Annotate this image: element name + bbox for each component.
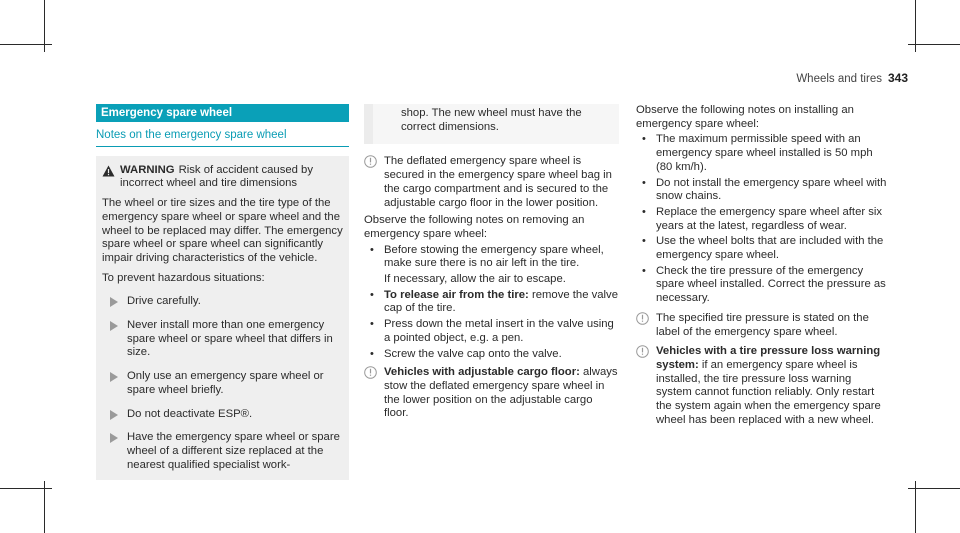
info-note bbox=[636, 345, 889, 427]
warning-heading bbox=[102, 164, 343, 191]
bullet-icon: • bbox=[642, 235, 646, 248]
header-title: Wheels and tires bbox=[796, 73, 882, 85]
crop-mark bbox=[915, 481, 916, 533]
info-note bbox=[636, 312, 889, 339]
observe-text: Observe the following notes on installing an emergency spare wheel: bbox=[636, 104, 854, 130]
info-icon bbox=[364, 155, 377, 173]
info-note bbox=[364, 155, 619, 210]
bullet-icon: • bbox=[370, 243, 374, 256]
step-text: Drive carefully. bbox=[127, 295, 201, 308]
bullet-icon: • bbox=[642, 176, 646, 189]
list-item bbox=[636, 177, 889, 204]
item-text: Check the tire pressure of the emergency spare wheel installed. Correct the pressure as necessary. bbox=[656, 264, 886, 305]
warning-step bbox=[102, 319, 343, 360]
warning-triangle-icon bbox=[102, 165, 115, 182]
bullet-icon: • bbox=[370, 347, 374, 360]
column-left bbox=[96, 104, 349, 480]
list-item bbox=[636, 235, 889, 262]
step-arrow-icon bbox=[110, 297, 118, 312]
bullet-icon: • bbox=[642, 264, 646, 277]
note-text: The specified tire pressure is stated on the label of the emergency spare wheel. bbox=[656, 311, 869, 338]
warning-prevent: To prevent hazardous situations: bbox=[102, 271, 265, 284]
bullet-icon: • bbox=[642, 133, 646, 146]
list-item bbox=[364, 289, 619, 316]
bullet-icon: • bbox=[370, 288, 374, 301]
list-item bbox=[364, 244, 619, 271]
column-middle bbox=[364, 104, 619, 421]
bullet-icon: • bbox=[370, 318, 374, 331]
step-text: Never install more than one emergency spare wheel or spare wheel that differs in size. bbox=[127, 319, 333, 359]
list-item bbox=[636, 265, 889, 306]
step-arrow-icon bbox=[110, 372, 118, 387]
step-text: Only use an emergency spare wheel or spare wheel briefly. bbox=[127, 370, 324, 396]
note-bold: Vehicles with a tire pressure loss warning system: bbox=[656, 345, 881, 371]
section-title: Emergency spare wheel bbox=[96, 104, 349, 122]
item-text: Before stowing the emergency spare wheel, make sure there is no air left in the tire. bbox=[384, 243, 604, 270]
note-text: The deflated emergency spare wheel is secured in the emergency spare wheel bag in the cargo compartment and is secured to the adjustable cargo floor in the lower position. bbox=[384, 155, 612, 209]
item-sub-text: If necessary, allow the air to escape. bbox=[384, 273, 566, 286]
crop-mark bbox=[915, 0, 916, 52]
step-arrow-icon bbox=[110, 410, 118, 425]
list-item bbox=[364, 348, 619, 362]
info-icon bbox=[636, 312, 649, 330]
list-item-sub bbox=[364, 273, 619, 287]
note-bold: Vehicles with adjustable cargo floor: bbox=[384, 366, 580, 379]
info-icon bbox=[364, 366, 377, 384]
item-text: Replace the emergency spare wheel after six years at the latest, regardless of wear. bbox=[656, 205, 883, 232]
info-icon bbox=[636, 345, 649, 363]
note-text: if an emergency spare wheel is installed, the tire pressure loss warning system cannot function reliably. Only restart the system again when the emergency spare wheel has been replaced with a new wheel. bbox=[656, 358, 881, 426]
warning-step bbox=[102, 408, 343, 422]
list-item bbox=[636, 206, 889, 233]
warning-title: WARNING bbox=[120, 163, 175, 176]
removal-list bbox=[364, 244, 619, 362]
warning-continuation: shop. The new wheel must have the correct dimensions. bbox=[364, 104, 619, 144]
list-item bbox=[364, 318, 619, 345]
item-text: The maximum permissible speed with an emergency spare wheel installed is 50 mph (80 km/h). bbox=[656, 133, 873, 173]
running-header bbox=[796, 72, 908, 87]
item-text: Screw the valve cap onto the valve. bbox=[384, 347, 562, 360]
step-text: Have the emergency spare wheel or spare wheel of a different size replaced at the nearest qualified specialist work- bbox=[127, 431, 340, 471]
sub-heading: Notes on the emergency spare wheel bbox=[96, 129, 349, 147]
crop-mark bbox=[44, 0, 45, 52]
item-text: Do not install the emergency spare wheel with snow chains. bbox=[656, 176, 887, 203]
observe-text: Observe the following notes on removing an emergency spare wheel: bbox=[364, 214, 585, 240]
warning-step bbox=[102, 431, 343, 472]
column-right bbox=[636, 104, 889, 427]
bullet-icon: • bbox=[642, 205, 646, 218]
list-item bbox=[636, 133, 889, 174]
step-arrow-icon bbox=[110, 321, 118, 336]
item-text: remove the valve cap of the tire. bbox=[384, 288, 618, 315]
item-bold: To release air from the tire: bbox=[384, 288, 529, 301]
page-number: 343 bbox=[887, 71, 908, 85]
installation-list bbox=[636, 133, 889, 305]
warning-box bbox=[96, 156, 349, 481]
crop-mark bbox=[44, 481, 45, 533]
step-text: Do not deactivate ESP®. bbox=[127, 407, 253, 420]
item-text: Use the wheel bolts that are included with the emergency spare wheel. bbox=[656, 235, 884, 262]
info-note bbox=[364, 366, 619, 421]
warning-steps bbox=[102, 295, 343, 472]
warning-step bbox=[102, 295, 343, 309]
note-text: always stow the deflated emergency spare wheel in the lower position on the adjustable cargo floor. bbox=[384, 366, 618, 420]
warning-paragraph: The wheel or tire sizes and the tire type of the emergency spare wheel or spare wheel and the wheel to be replaced may differ. The emergency spare wheel or spare wheel can significantly impair driving characteristics of the vehicle. bbox=[102, 197, 343, 264]
warning-title-text: Risk of accident caused by incorrect wheel and tire dimensions bbox=[120, 163, 313, 190]
step-arrow-icon bbox=[110, 433, 118, 448]
item-text: Press down the metal insert in the valve using a pointed object, e.g. a pen. bbox=[384, 318, 614, 344]
warning-step bbox=[102, 370, 343, 397]
